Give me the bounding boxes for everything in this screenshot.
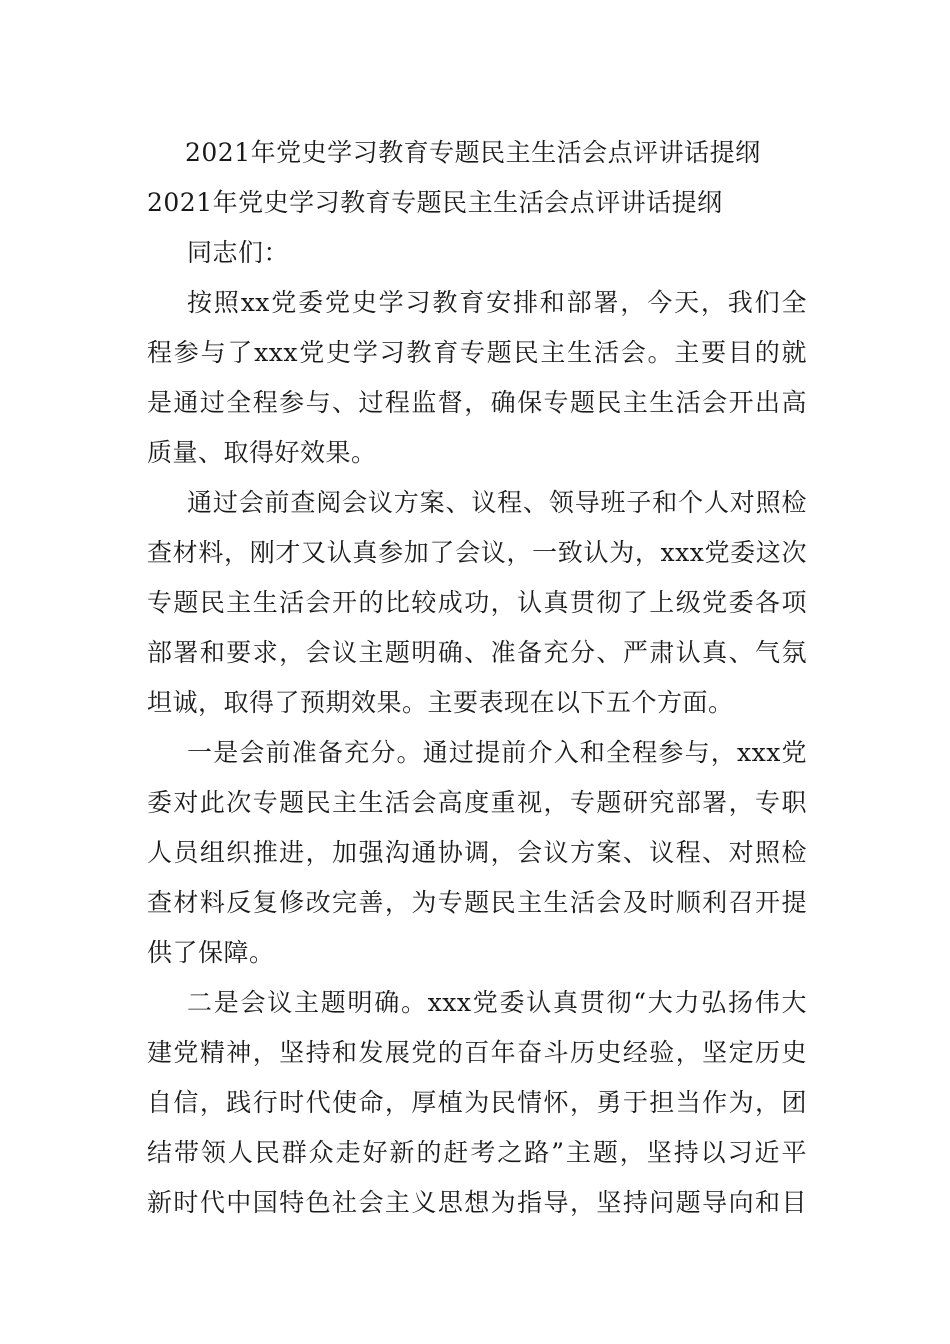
paragraph-2 [147,478,807,728]
document-title: 2021年党史学习教育专题民主生活会点评讲话提纲 [185,138,761,167]
paragraph-3 [147,728,807,978]
paragraph-line: 自信，践行时代使命，厚植为民情怀，勇于担当作为，团 [147,1088,807,1117]
paragraph-line: 通过会前查阅会议方案、议程、领导班子和个人对照检 [187,488,807,517]
paragraph-line: 人员组织推进，加强沟通协调，会议方案、议程、对照检 [147,838,807,867]
paragraph-line: 按照xx党委党史学习教育安排和部署，今天，我们全 [187,288,807,317]
paragraph-line: 建党精神，坚持和发展党的百年奋斗历史经验，坚定历史 [147,1038,807,1067]
paragraph-line: 查材料反复修改完善，为专题民主生活会及时顺利召开提 [147,888,807,917]
paragraph-line: 结带领人民群众走好新的赶考之路”主题，坚持以习近平 [147,1138,807,1167]
paragraph-line: 坦诚，取得了预期效果。主要表现在以下五个方面。 [147,688,734,717]
paragraph-line: 专题民主生活会开的比较成功，认真贯彻了上级党委各项 [147,588,807,617]
paragraph-line: 供了保障。 [147,938,275,967]
paragraph-line: 部署和要求，会议主题明确、准备充分、严肃认真、气氛 [147,638,807,667]
paragraph-4 [147,978,807,1228]
paragraph-line: 是通过全程参与、过程监督，确保专题民主生活会开出高 [147,388,807,417]
paragraph-line: 新时代中国特色社会主义思想为指导，坚持问题导向和目 [147,1188,807,1217]
paragraph-line: 委对此次专题民主生活会高度重视，专题研究部署，专职 [147,788,807,817]
paragraph-line: 程参与了xxx党史学习教育专题民主生活会。主要目的就 [147,338,807,367]
document-subtitle: 2021年党史学习教育专题民主生活会点评讲话提纲 [147,188,723,217]
paragraph-line: 质量、取得好效果。 [147,438,377,467]
paragraph-1 [147,278,807,478]
document-body [147,128,807,1228]
paragraph-line: 查材料，刚才又认真参加了会议，一致认为，xxx党委这次 [147,538,807,567]
paragraph-line: 一是会前准备充分。通过提前介入和全程参与，xxx党 [187,738,807,767]
paragraph-line: 二是会议主题明确。xxx党委认真贯彻“大力弘扬伟大 [187,988,807,1017]
salutation: 同志们： [187,238,290,267]
